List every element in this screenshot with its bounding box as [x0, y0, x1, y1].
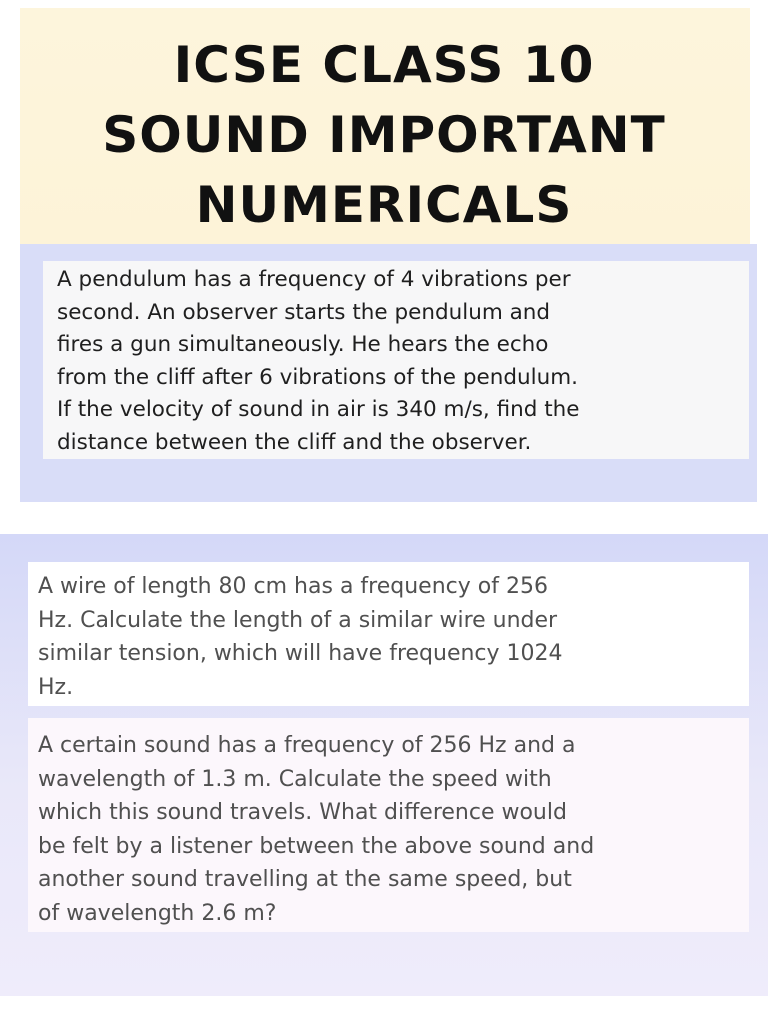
question-line: second. An observer starts the pendulum and: [57, 299, 551, 325]
question-line: be felt by a listener between the above sound and: [38, 833, 595, 859]
question-card-wire-length: [28, 562, 749, 706]
question-line: which this sound travels. What difference would: [38, 800, 567, 825]
title-line-3: NUMERICALS: [195, 176, 573, 234]
question-text-sound-speed: [38, 729, 744, 930]
title-line-2: SOUND IMPORTANT: [102, 106, 666, 164]
question-line: A pendulum has a frequency of 4 vibrations per: [57, 267, 571, 292]
question-card-pendulum-echo: [43, 261, 749, 459]
question-line: from the cliff after 6 vibrations of the pendulum.: [57, 364, 579, 390]
question-line: A certain sound has a frequency of 256 Hz and a: [38, 733, 576, 758]
question-card-sound-speed: [28, 718, 749, 932]
question-line: wavelength of 1.3 m. Calculate the speed with: [38, 766, 552, 792]
question-text-wire-length: [38, 570, 744, 704]
question-line: Hz. Calculate the length of a similar wire under: [38, 607, 558, 633]
question-text-pendulum-echo: [57, 264, 743, 460]
question-line: similar tension, which will have frequency 1024: [38, 641, 563, 666]
question-line: another sound travelling at the same speed, but: [38, 867, 572, 892]
question-line: of wavelength 2.6 m?: [38, 900, 277, 926]
question-line: distance between the cliff and the observer.: [57, 429, 532, 455]
question-line: fires a gun simultaneously. He hears the echo: [57, 332, 549, 358]
question-line: If the velocity of sound in air is 340 m/s, find the: [57, 397, 580, 423]
question-line: Hz.: [38, 674, 74, 700]
page-title: [0, 30, 768, 240]
title-line-1: ICSE CLASS 10: [173, 36, 595, 94]
question-line: A wire of length 80 cm has a frequency of 256: [38, 574, 548, 599]
